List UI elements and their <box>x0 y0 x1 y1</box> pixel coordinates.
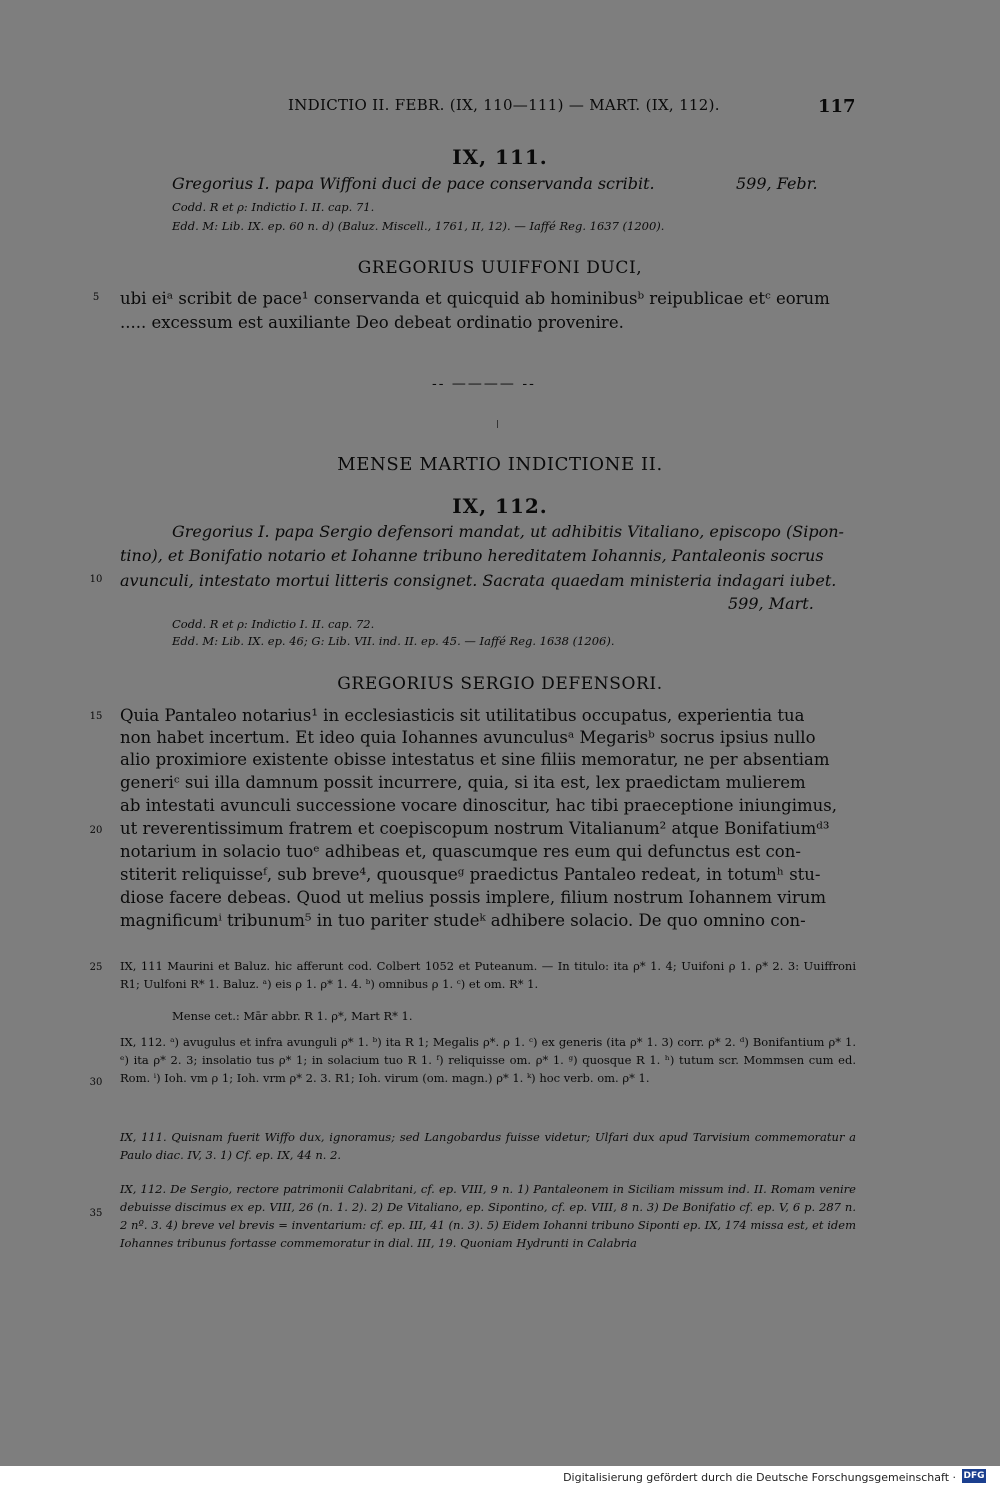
epistle-111-title: GREGORIUS UUIFFONI DUCI, <box>357 258 643 278</box>
body-line-2: non habet incertum. Et ideo quia Iohannes avunculusᵃ Megarisᵇ socrus ipsius nullo <box>120 728 816 747</box>
body-line-5: ab intestati avunculi successione vocare dinoscitur, hac tibi praeceptione iniungimus, <box>120 796 837 815</box>
body-line-1: Quia Pantaleo notarius¹ in ecclesiasticis sit utilitatibus occupatus, experientia tua <box>120 706 805 725</box>
epistle-112-title: GREGORIUS SERGIO DEFENSORI. <box>337 674 663 694</box>
line-number: 25 <box>89 962 103 973</box>
epistle-111-number: IX, 111. <box>452 145 548 169</box>
epistle-111-text-line-1: ubi eiᵃ scribit de pace¹ conservanda et quicquid ab hominibusᵇ reipublicae etᶜ eorum <box>120 289 830 308</box>
note-112-commentary: IX, 112. De Sergio, rectore patrimonii Calabritani, cf. ep. VIII, 9 n. 1) Pantaleonem in Siciliam missum ind. II. Romam venire debuisse discimus ex ep. VIII, 26 (n. 1. 2). 2) De Vitaliano, ep. Sipontino, cf. ep. VIII, 8 n. 3) De Bonifatio cf. ep. V, 6 p. 287 n. 2 nº. 3. 4) breve vel brevis = inventarium: cf. ep. III, 41 (n. 3). 5) Eidem Iohanni tribuno Siponti ep. IX, 174 missa est, et idem Iohannes tribunus fortasse commemoratur in dial. III, 19. Quoniam Hydrunti in Calabria <box>120 1182 856 1250</box>
epistle-112-codd: Codd. R et ρ: Indictio I. II. cap. 72. <box>172 617 375 631</box>
body-line-9: diose facere debeas. Quod ut melius possis implere, filium nostrum Iohannem virum <box>120 888 827 907</box>
body-line-3: alio proximiore existente obisse intestatus et sine filiis memoratur, ne per absentiam <box>120 750 830 769</box>
line-number: 15 <box>89 711 103 722</box>
body-line-6: ut reverentissimum fratrem et coepiscopum nostrum Vitalianum² atque Bonifatiumᵈ³ <box>120 819 830 838</box>
epistle-111-date: 599, Febr. <box>736 174 818 193</box>
line-number: 5 <box>92 292 100 303</box>
line-number: 30 <box>89 1077 103 1088</box>
body-line-10: magnificumⁱ tribunum⁵ in tuo pariter studeᵏ adhibere solacio. De quo omnino con- <box>120 911 806 930</box>
body-line-7: notarium in solacio tuoᵉ adhibeas et, quascumque res eum qui defunctus est con- <box>120 842 801 861</box>
epistle-112-edd: Edd. M: Lib. IX. ep. 46; G: Lib. VII. ind. II. ep. 45. — Iaffé Reg. 1638 (1206). <box>172 634 615 648</box>
note-mense: Mense cet.: Mār abbr. R 1. ρ*, Mart R* 1. <box>172 1009 413 1023</box>
epistle-112-date: 599, Mart. <box>728 594 814 613</box>
epistle-112-number: IX, 112. <box>452 494 548 518</box>
epistle-111-text-line-2: ..... excessum est auxiliante Deo debeat ordinatio provenire. <box>120 313 624 332</box>
section-heading: MENSE MARTIO INDICTIONE II. <box>337 454 663 475</box>
epistle-111-summary: Gregorius I. papa Wiffoni duci de pace conservanda scribit. <box>172 174 655 193</box>
epistle-112-summary-line-2: tino), et Bonifatio notario et Iohanne tribuno hereditatem Iohannis, Pantaleonis socrus <box>120 546 824 565</box>
epistle-111-codd: Codd. R et ρ: Indictio I. II. cap. 71. <box>172 200 375 214</box>
note-112-critical: IX, 112. ᵃ) avugulus et infra avunguli ρ* 1. ᵇ) ita R 1; Megalis ρ*. ρ 1. ᶜ) ex generis (ita ρ* 1. 3) corr. ρ* 2. ᵈ) Bonifantium ρ* 1. ᵉ) ita ρ* 2. 3; insolatio tus ρ* 1; in solacium tuo R 1. ᶠ) reliquisse om. ρ* 1. ᵍ) quosque R 1. ʰ) tutum scr. Mommsen cum ed. Rom. ⁱ) Ioh. vm ρ 1; Ioh. vrm ρ* 2. 3. R1; Ioh. virum (om. magn.) ρ* 1. ᵏ) hoc verb. om. ρ* 1. <box>120 1035 856 1085</box>
epistle-112-summary-line-3: avunculi, intestato mortui litteris consignet. Sacrata quaedam ministeria indagari iubet. <box>120 571 837 590</box>
body-line-8: stiterit reliquisseᶠ, sub breve⁴, quousqueᵍ praedictus Pantaleo redeat, in totumʰ stu- <box>120 865 821 884</box>
page-number: 117 <box>818 96 856 117</box>
line-number: 35 <box>89 1208 103 1219</box>
note-111-commentary: IX, 111. Quisnam fuerit Wiffo dux, ignoramus; sed Langobardus fuisse videtur; Ulfari dux apud Tarvisium commemoratur a Paulo diac. IV, 3. 1) Cf. ep. IX, 44 n. 2. <box>120 1130 856 1162</box>
section-ornament: -- ———— -- <box>432 376 536 392</box>
epistle-112-summary-line-1: Gregorius I. papa Sergio defensori mandat, ut adhibitis Vitaliano, episcopo (Sipon- <box>172 522 844 541</box>
running-head: INDICTIO II. FEBR. (IX, 110—111) — MART. (IX, 112). <box>288 96 720 114</box>
body-line-4: generiᶜ sui illa damnum possit incurrere, quia, si ita est, lex praedictam mulierem <box>120 773 806 792</box>
footer-credit: Digitalisierung gefördert durch die Deutsche Forschungsgemeinschaft · <box>563 1471 956 1484</box>
dfg-logo: DFG <box>963 1471 985 1481</box>
tick-mark <box>497 420 498 428</box>
line-number: 10 <box>89 574 103 585</box>
epistle-111-edd: Edd. M: Lib. IX. ep. 60 n. d) (Baluz. Miscell., 1761, II, 12). — Iaffé Reg. 1637 (1200). <box>172 219 665 233</box>
note-111-critical: IX, 111 Maurini et Baluz. hic afferunt cod. Colbert 1052 et Puteanum. — In titulo: ita ρ* 1. 4; Uuifoni ρ 1. ρ* 2. 3: Uuiffroni R1; Uulfoni R* 1. Baluz. ᵃ) eis ρ 1. ρ* 1. 4. ᵇ) omnibus ρ 1. ᶜ) et om. R* 1. <box>120 959 856 991</box>
line-number: 20 <box>89 825 103 836</box>
